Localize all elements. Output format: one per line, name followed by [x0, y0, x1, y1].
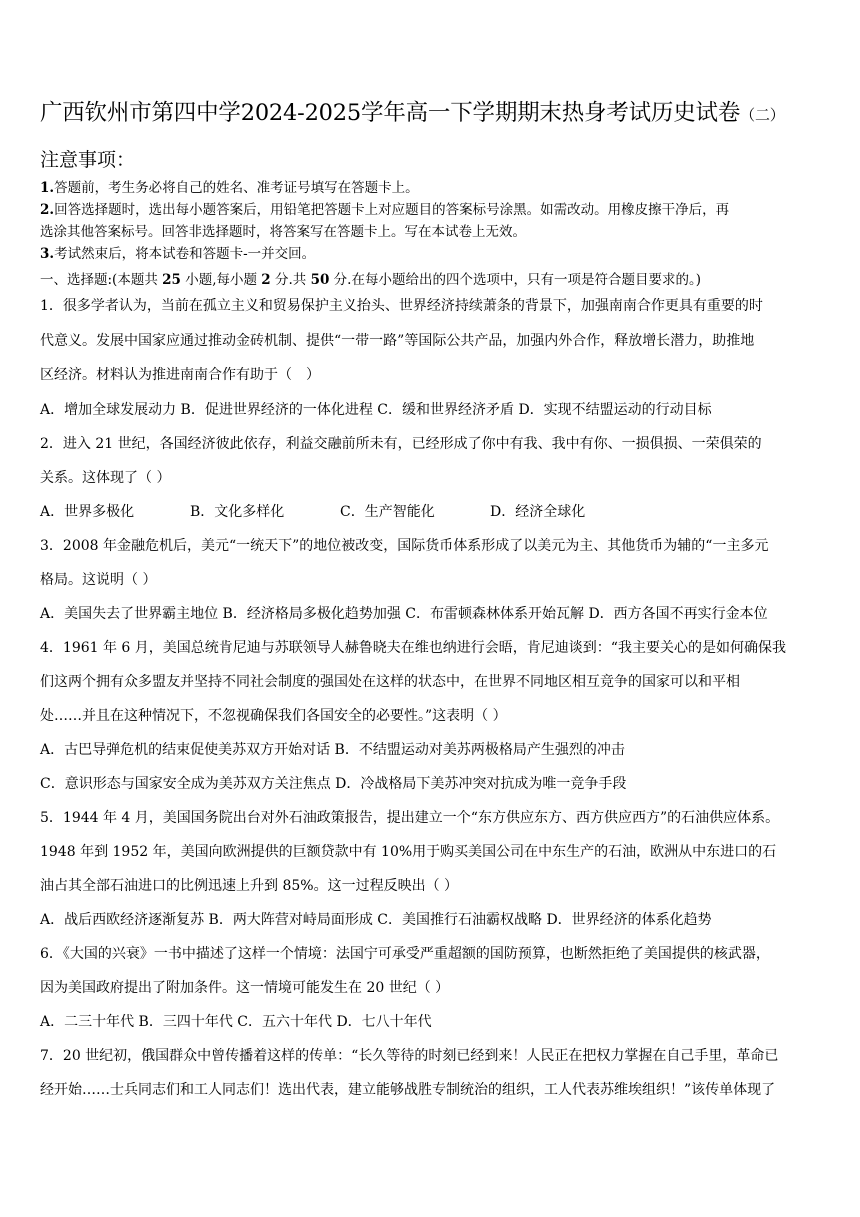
notice-rule-2: 2.回答选择题时，选出每小题答案后，用铅笔把答题卡上对应题目的答案标号涂黑。如需改动。用橡皮擦干净后，再 [40, 202, 730, 218]
question-5-options: A．战后西欧经济逐渐复苏 B．两大阵营对峙局面形成 C．美国推行石油霸权战略 D．世界经济的体系化趋势 [40, 912, 712, 928]
question-4-line-2: 们这两个拥有众多盟友并坚持不同社会制度的强国处在这样的状态中，在世界不同地区相互竞争的国家可以和平相 [40, 674, 740, 690]
exam-title-main: 广西钦州市第四中学2024-2025学年高一下学期期末热身考试历史试卷 [40, 100, 741, 126]
question-5-line-2: 1948 年到 1952 年，美国向欧洲提供的巨额贷款中有 10%用于购买美国公司在中东生产的石油，欧洲从中东进口的石 [40, 844, 777, 860]
question-2-option-d: D．经济全球化 [490, 504, 586, 520]
question-4-options-2: C．意识形态与国家安全成为美苏双方关注焦点 D．冷战格局下美苏冲突对抗成为唯一竞争手段 [40, 776, 627, 792]
question-2-line-2: 关系。这体现了（ ） [40, 470, 171, 486]
question-2-options [40, 501, 585, 521]
question-2-option-a: A．世界多极化 [40, 504, 135, 520]
question-5-line-3: 油占其全部石油进口的比例迅速上升到 85%。这一过程反映出（ ） [40, 878, 459, 894]
question-3-options: A．美国失去了世界霸主地位 B．经济格局多极化趋势加强 C．布雷顿森林体系开始瓦解 D．西方各国不再实行金本位 [40, 606, 768, 622]
question-3-line-2: 格局。这说明（ ） [40, 572, 157, 588]
question-2-option-b: B．文化多样化 [190, 504, 285, 520]
question-4-line-1: 4．1961 年 6 月，美国总统肯尼迪与苏联领导人赫鲁晓夫在维也纳进行会晤，肯尼迪谈到：“我主要关心的是如何确保我 [40, 640, 786, 656]
question-5-line-1: 5．1944 年 4 月，美国国务院出台对外石油政策报告，提出建立一个“东方供应东方、西方供应西方”的石油供应体系。 [40, 810, 780, 826]
exam-title-suffix: （二） [740, 106, 785, 124]
question-7-line-2: 经开始……士兵同志们和工人同志们！选出代表，建立能够战胜专制统治的组织，工人代表苏维埃组织！”该传单体现了 [40, 1082, 776, 1098]
question-4-options-1: A．古巴导弹危机的结束促使美苏双方开始对话 B．不结盟运动对美苏两极格局产生强烈的冲击 [40, 742, 625, 758]
question-2-option-c: C．生产智能化 [340, 504, 435, 520]
question-3-line-1: 3．2008 年金融危机后，美元“一统天下”的地位被改变，国际货币体系形成了以美元为主、其他货币为辅的“一主多元 [40, 538, 769, 554]
notice-heading: 注意事项： [40, 149, 136, 171]
question-6-line-2: 因为美国政府提出了附加条件。这一情境可能发生在 20 世纪（ ） [40, 980, 450, 996]
question-1-line-1: 1．很多学者认为，当前在孤立主义和贸易保护主义抬头、世界经济持续萧条的背景下，加强南南合作更具有重要的时 [40, 298, 763, 314]
question-6-options: A．二三十年代 B．三四十年代 C．五六十年代 D．七八十年代 [40, 1014, 432, 1030]
question-4-line-3: 处……并且在这种情况下，不忽视确保我们各国安全的必要性。”这表明（ ） [40, 708, 507, 724]
question-7-line-1: 7．20 世纪初，俄国群众中曾传播着这样的传单：“长久等待的时刻已经到来！人民正在把权力掌握在自己手里，革命已 [40, 1048, 779, 1064]
notice-rule-2-cont: 选涂其他答案标号。回答非选择题时，将答案写在答题卡上。写在本试卷上无效。 [40, 224, 526, 240]
question-6-line-1: 6．《大国的兴衰》一书中描述了这样一个情境：法国宁可承受严重超额的国防预算，也断然拒绝了美国提供的核武器， [40, 946, 770, 962]
notice-rule-3: 3.考试然束后，将本试卷和答题卡-一并交回。 [40, 246, 316, 262]
notice-rule-1: 1.答题前，考生务必将自己的姓名、准考证号填写在答题卡上。 [40, 180, 419, 196]
section-heading: 一、选择题:(本题共 25 小题,每小题 2 分.共 50 分.在每小题给出的四个选项中，只有一项是符合题目要求的。) [40, 272, 701, 288]
question-1-line-3: 区经济。材料认为推进南南合作有助于（ ） [40, 367, 320, 383]
question-1-options: A．增加全球发展动力 B．促进世界经济的一体化进程 C．缓和世界经济矛盾 D．实现不结盟运动的行动目标 [40, 402, 712, 418]
question-1-line-2: 代意义。发展中国家应通过推动金砖机制、提供“一带一路”等国际公共产品，加强内外合作，释放增长潜力，助推地 [40, 333, 755, 349]
question-2-line-1: 2．进入 21 世纪，各国经济彼此依存，利益交融前所未有，已经形成了你中有我、我中有你、一损俱损、一荣俱荣的 [40, 436, 762, 452]
exam-title [40, 95, 830, 127]
